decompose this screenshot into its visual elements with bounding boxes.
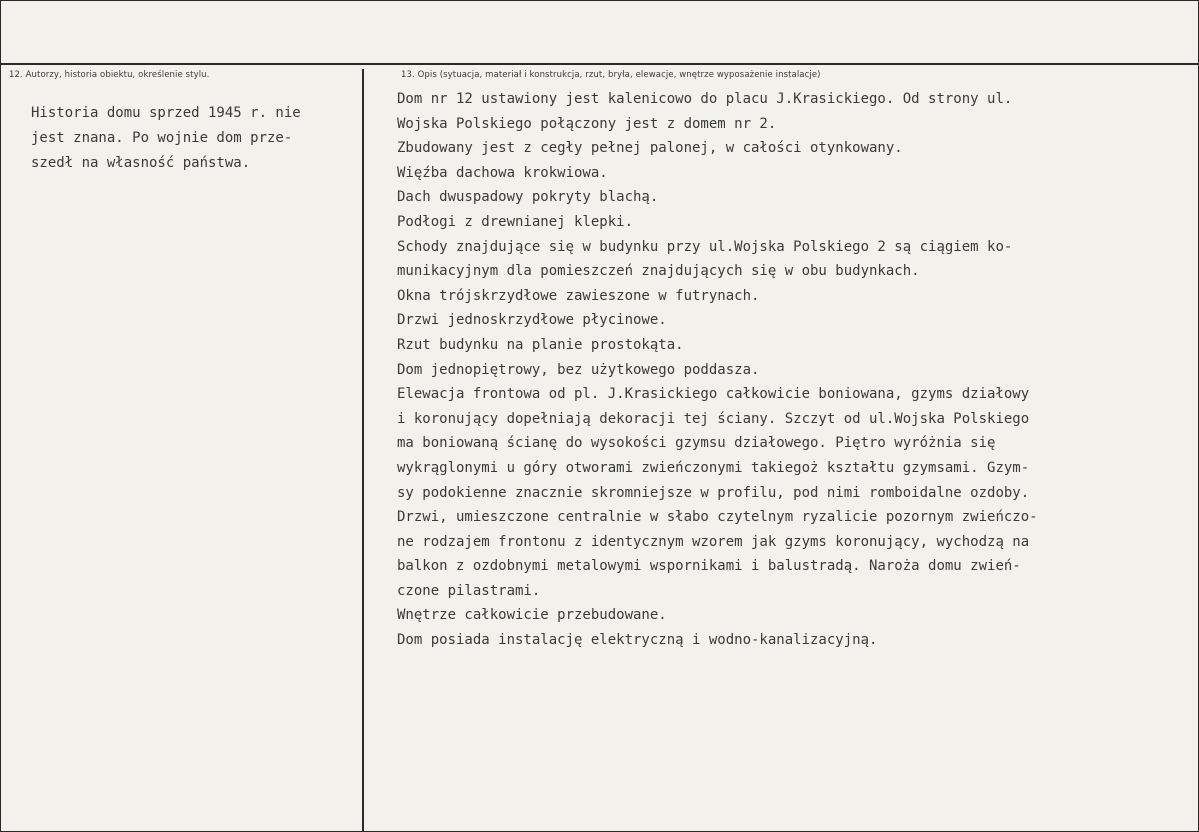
description-line: Rzut budynku na planie prostokąta. xyxy=(397,336,684,353)
history-line: jest znana. Po wojnie dom prze- xyxy=(31,130,293,146)
description-line: Więźba dachowa krokwiowa. xyxy=(397,164,608,181)
description-line: wykrąglonymi u góry otworami zwieńczonymi takiegoż kształtu gzymsami. Gzym- xyxy=(397,459,1030,476)
description-line: Drzwi jednoskrzydłowe płycinowe. xyxy=(397,312,667,329)
description-line: Wojska Polskiego połączony jest z domem nr 2. xyxy=(397,115,777,132)
column-divider xyxy=(362,69,364,831)
description-line: Zbudowany jest z cegły pełnej palonej, w całości otynkowany. xyxy=(397,140,903,157)
description-line: Podłogi z drewnianej klepki. xyxy=(397,213,634,230)
description-line: Dom posiada instalację elektryczną i wodno-kanalizacyjną. xyxy=(397,632,878,649)
description-line: Dach dwuspadowy pokryty blachą. xyxy=(397,189,659,206)
description-text xyxy=(397,87,1038,653)
description-line: ma boniowaną ścianę do wysokości gzymsu działowego. Piętro wyróżnia się xyxy=(397,435,996,452)
description-line: munikacyjnym dla pomieszczeń znajdujących się w obu budynkach. xyxy=(397,263,920,280)
description-line: Elewacja frontowa od pl. J.Krasickiego całkowicie boniowana, gzyms działowy xyxy=(397,386,1030,403)
description-line: Dom nr 12 ustawiony jest kalenicowo do placu J.Krasickiego. Od strony ul. xyxy=(397,91,1013,107)
history-text xyxy=(31,101,301,176)
description-line: Schody znajdujące się w budynku przy ul.Wojska Polskiego 2 są ciągiem ko- xyxy=(397,238,1013,255)
header-rule xyxy=(1,63,1198,65)
description-line: i koronujący dopełniają dekoracji tej ściany. Szczyt od ul.Wojska Polskiego xyxy=(397,410,1030,427)
description-line: ne rodzajem frontonu z identycznym wzorem jak gzyms koronujący, wychodzą na xyxy=(397,533,1030,550)
history-line: szedł na własność państwa. xyxy=(31,155,251,171)
description-line: Drzwi, umieszczone centralnie w słabo czytelnym ryzalicie pozornym zwieńczo- xyxy=(397,509,1038,526)
description-line: Wnętrze całkowicie przebudowane. xyxy=(397,607,667,624)
history-line: Historia domu sprzed 1945 r. nie xyxy=(31,105,301,121)
description-line: Dom jednopiętrowy, bez użytkowego poddasza. xyxy=(397,361,760,378)
description-line: Okna trójskrzydłowe zawieszone w futrynach. xyxy=(397,287,760,304)
section-12-label: 12. Autorzy, historia obiektu, określenie stylu. xyxy=(9,70,210,80)
description-line: czone pilastrami. xyxy=(397,582,541,599)
description-line: sy podokienne znacznie skromniejsze w profilu, pod nimi romboidalne ozdoby. xyxy=(397,484,1030,501)
section-13-label: 13. Opis (sytuacja, materiał i konstrukcja, rzut, bryła, elewacje, wnętrze wyposażenie instalacje) xyxy=(401,70,821,80)
description-line: balkon z ozdobnymi metalowymi wspornikami i balustradą. Naroża domu zwień- xyxy=(397,558,1021,575)
